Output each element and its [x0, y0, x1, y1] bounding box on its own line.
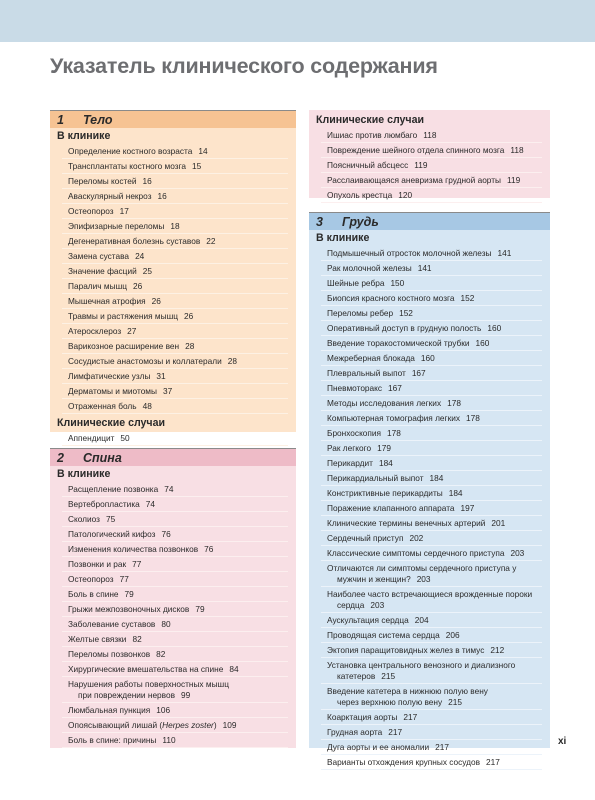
- index-entry: [321, 426, 542, 441]
- entry-page: 16: [157, 190, 167, 201]
- entry-page: 202: [409, 532, 424, 543]
- entry-text: Ишиас против люмбаго: [327, 129, 418, 140]
- index-entry: [62, 703, 288, 718]
- index-entry: [321, 471, 542, 486]
- section-title: Тело: [83, 113, 113, 127]
- entry-text: Боль в спине: причины: [68, 734, 157, 745]
- entry-page: 217: [388, 726, 403, 737]
- entry-page: 141: [497, 247, 512, 258]
- entry-page: 16: [142, 175, 152, 186]
- index-entry: [321, 684, 542, 710]
- entry-text: Методы исследования легких: [327, 397, 442, 408]
- entry-page: 203: [510, 547, 525, 558]
- entry-page: 82: [156, 648, 166, 659]
- entry-page: 160: [475, 337, 490, 348]
- index-entry: [62, 512, 288, 527]
- entry-text: Опухоль крестца: [327, 189, 393, 200]
- index-entry: [321, 710, 542, 725]
- entry-text: Переломы ребер: [327, 307, 394, 318]
- entry-text: Патологический кифоз: [68, 528, 156, 539]
- entry-text: Переломы позвонков: [68, 648, 151, 659]
- entry-text: Классические симптомы сердечного приступа: [327, 547, 505, 558]
- index-entry: [62, 159, 288, 174]
- section-title: Спина: [83, 451, 122, 465]
- entry-text: Аускультация сердца: [327, 614, 409, 625]
- subheading-clinical-cases: Клинические случаи: [316, 114, 424, 126]
- index-entry: [321, 456, 542, 471]
- entry-page: 109: [222, 719, 237, 730]
- entry-text: Компьютерная томография легких: [327, 412, 460, 423]
- entry-page: 26: [133, 280, 143, 291]
- index-entry: [321, 613, 542, 628]
- entry-continuation: [327, 600, 542, 611]
- entry-text: Опоясывающий лишай (: [68, 719, 163, 730]
- index-entry: [62, 174, 288, 189]
- index-entry: [62, 369, 288, 384]
- entry-page: 50: [120, 432, 130, 443]
- entry-text: Остеопороз: [68, 573, 114, 584]
- entry-text: Вертебропластика: [68, 498, 140, 509]
- index-entry: [62, 482, 288, 497]
- entry-text: Позвонки и рак: [68, 558, 127, 569]
- entry-text: Мышечная атрофия: [68, 295, 146, 306]
- entry-page: 84: [229, 663, 239, 674]
- section-header: [50, 448, 296, 466]
- index-entry: [62, 662, 288, 677]
- entry-page: 28: [185, 340, 195, 351]
- index-entry: [321, 725, 542, 740]
- entry-page: 206: [445, 629, 460, 640]
- entry-text: Сосудистые анастомозы и коллатерали: [68, 355, 222, 366]
- entry-text: Травмы и растяжения мышц: [68, 310, 178, 321]
- index-entry: [321, 501, 542, 516]
- index-entry: [321, 531, 542, 546]
- entry-text: Расслаивающаяся аневризма грудной аорты: [327, 174, 502, 185]
- entry-text: Биопсия красного костного мозга: [327, 292, 455, 303]
- entry-text: Поражение клапанного аппарата: [327, 502, 455, 513]
- entry-text: Дерматомы и миотомы: [68, 385, 157, 396]
- entry-text: Клинические термины венечных артерий: [327, 517, 486, 528]
- entry-page: 106: [156, 704, 171, 715]
- index-entry: [62, 718, 288, 733]
- entry-text: Дуга аорты и ее аномалии: [327, 741, 430, 752]
- entry-page: 204: [414, 614, 429, 625]
- entry-page: 120: [398, 189, 413, 200]
- entry-page: 75: [105, 513, 116, 524]
- entry-text: Коарктация аорты: [327, 711, 398, 722]
- entry-page: 215: [381, 670, 396, 681]
- entry-text: Трансплантаты костного мозга: [68, 160, 187, 171]
- index-entry: [62, 557, 288, 572]
- entry-text: Определение костного возраста: [68, 145, 193, 156]
- entry-text: Повреждение шейного отдела спинного мозга: [327, 144, 505, 155]
- index-entry: [321, 755, 542, 770]
- index-entry: [62, 189, 288, 204]
- entry-text: Расщепление позвонка: [68, 483, 159, 494]
- subheading-in-clinic: В клинике: [57, 468, 111, 480]
- entry-page: 82: [132, 633, 142, 644]
- section-body: [50, 110, 296, 443]
- index-entry: [62, 234, 288, 249]
- entry-page: 203: [416, 573, 431, 584]
- entry-page: 15: [192, 160, 202, 171]
- entry-page: 160: [420, 352, 435, 363]
- entry-text: Поясничный абсцесс: [327, 159, 409, 170]
- entry-page: 28: [227, 355, 237, 366]
- index-entry: [62, 677, 288, 703]
- entry-page: 150: [390, 277, 405, 288]
- entry-text: Желтые связки: [68, 633, 127, 644]
- index-entry: [62, 733, 288, 748]
- entry-page: 119: [414, 159, 428, 170]
- entry-text: Проводящая система сердца: [327, 629, 440, 640]
- entry-text: Введение катетера в нижнюю полую вену: [327, 685, 488, 696]
- entry-page: 24: [135, 250, 145, 261]
- entry-text: Грыжи межпозвоночных дисков: [68, 603, 190, 614]
- entry-text: Оперативный доступ в грудную полость: [327, 322, 482, 333]
- entry-text: Боль в спине: [68, 588, 119, 599]
- entry-page: 110: [162, 734, 176, 745]
- entry-text: Остеопороз: [68, 205, 114, 216]
- entry-page: 80: [161, 618, 171, 629]
- entry-list: [50, 482, 296, 748]
- entry-page: 118: [423, 129, 437, 140]
- entry-page: 18: [170, 220, 180, 231]
- index-entry: [62, 384, 288, 399]
- section-back-cases: [309, 110, 550, 198]
- index-entry: [321, 336, 542, 351]
- index-entry: [62, 431, 288, 446]
- index-entry: [62, 264, 288, 279]
- index-entry: [321, 366, 542, 381]
- entry-text: Эктопия паращитовидных желез в тимус: [327, 644, 485, 655]
- index-entry: [321, 321, 542, 336]
- section-header: [50, 110, 296, 128]
- entry-list: [50, 144, 296, 414]
- entry-page: 217: [435, 741, 449, 752]
- entry-page: 79: [195, 603, 205, 614]
- index-entry: [321, 486, 542, 501]
- page-number: xi: [558, 736, 567, 747]
- entry-list: [50, 431, 296, 446]
- section-number: 2: [57, 451, 64, 465]
- entry-continuation: [327, 671, 542, 682]
- index-entry: [62, 219, 288, 234]
- entry-text-latin: Herpes zoster: [162, 719, 214, 730]
- entry-text: Межреберная блокада: [327, 352, 415, 363]
- entry-text: Люмбальная пункция: [68, 704, 151, 715]
- entry-text: Рак легкого: [327, 442, 372, 453]
- entry-text: Аппендицит: [68, 432, 115, 443]
- entry-page: 160: [487, 322, 502, 333]
- index-entry: [321, 643, 542, 658]
- entry-text: Переломы костей: [68, 175, 137, 186]
- entry-text: Хирургические вмешательства на спине: [68, 663, 224, 674]
- entry-page: 178: [387, 427, 401, 438]
- entry-text: Пневмоторакс: [327, 382, 383, 393]
- index-entry: [321, 381, 542, 396]
- entry-page: 25: [142, 265, 152, 276]
- entry-text: Паралич мышц: [68, 280, 127, 291]
- entry-page: 26: [183, 310, 194, 321]
- index-entry: [62, 587, 288, 602]
- entry-text: Бронхоскопия: [327, 427, 382, 438]
- entry-text: Лимфатические узлы: [68, 370, 151, 381]
- index-entry: [321, 261, 542, 276]
- entry-continuation: [68, 690, 288, 701]
- entry-text: через верхнюю полую вену: [337, 696, 443, 707]
- entry-text: Констриктивные перикардиты: [327, 487, 443, 498]
- index-entry: [62, 249, 288, 264]
- entry-text: мужчин и женщин?: [337, 573, 411, 584]
- entry-text: Шейные ребра: [327, 277, 385, 288]
- entry-text: Эпифизарные переломы: [68, 220, 165, 231]
- entry-continuation: [327, 574, 542, 585]
- index-entry: [62, 632, 288, 647]
- entry-page: 179: [377, 442, 391, 453]
- entry-page: 141: [417, 262, 432, 273]
- section-back: [50, 448, 296, 748]
- index-entry: [321, 658, 542, 684]
- entry-page: 99: [181, 689, 191, 700]
- section-title: Грудь: [342, 215, 379, 229]
- entry-text: Наиболее часто встречающиеся врожденные пороки: [327, 588, 533, 599]
- index-entry: [62, 339, 288, 354]
- index-entry: [321, 441, 542, 456]
- index-entry: [321, 128, 542, 143]
- entry-page: 48: [142, 400, 152, 411]
- entry-page: 26: [151, 295, 161, 306]
- index-entry: [321, 396, 542, 411]
- entry-page: 77: [119, 573, 129, 584]
- entry-page: 37: [162, 385, 173, 396]
- entry-text: Плевральный выпот: [327, 367, 406, 378]
- entry-page: 167: [388, 382, 402, 393]
- index-entry: [321, 740, 542, 755]
- entry-page: 31: [156, 370, 166, 381]
- entry-text: катетеров: [337, 670, 376, 681]
- entry-page: 184: [448, 487, 463, 498]
- entry-page: 167: [411, 367, 426, 378]
- index-entry: [62, 204, 288, 219]
- section-header: [309, 212, 550, 230]
- entry-text: Значение фасций: [68, 265, 137, 276]
- entry-page: 217: [486, 756, 500, 767]
- entry-text: Сердечный приступ: [327, 532, 404, 543]
- entry-page: 119: [507, 174, 521, 185]
- index-entry: [321, 561, 542, 587]
- index-entry: [62, 279, 288, 294]
- entry-page: 118: [510, 144, 524, 155]
- entry-page: 77: [132, 558, 142, 569]
- entry-page: 152: [460, 292, 475, 303]
- entry-text: Грудная аорта: [327, 726, 383, 737]
- entry-list: [309, 128, 550, 203]
- entry-page: 212: [490, 644, 505, 655]
- entry-text: Подмышечный отросток молочной железы: [327, 247, 492, 258]
- entry-page: 74: [145, 498, 155, 509]
- index-entry: [62, 354, 288, 369]
- index-entry: [62, 617, 288, 632]
- entry-page: 217: [403, 711, 418, 722]
- entry-text: Перикардиальный выпот: [327, 472, 424, 483]
- index-entry: [321, 351, 542, 366]
- entry-continuation: [327, 697, 542, 708]
- index-entry: [321, 158, 542, 173]
- index-entry: [62, 572, 288, 587]
- section-thorax: [309, 212, 550, 767]
- index-entry: [62, 324, 288, 339]
- index-entry: [321, 411, 542, 426]
- entry-text: Аваскулярный некроз: [68, 190, 152, 201]
- entry-page: 22: [206, 235, 216, 246]
- entry-page: 178: [466, 412, 480, 423]
- entry-text: ): [213, 719, 217, 730]
- entry-text: Перикардит: [327, 457, 373, 468]
- entry-text: Изменения количества позвонков: [68, 543, 199, 554]
- entry-text: Нарушения работы поверхностных мышц: [68, 678, 229, 689]
- page-title: Указатель клинического содержания: [50, 54, 438, 78]
- entry-text: Заболевание суставов: [68, 618, 156, 629]
- index-entry: [321, 516, 542, 531]
- index-entry: [321, 188, 542, 203]
- index-entry: [321, 173, 542, 188]
- entry-page: 76: [204, 543, 214, 554]
- entry-page: 79: [124, 588, 134, 599]
- entry-text: сердца: [337, 599, 365, 610]
- index-entry: [62, 527, 288, 542]
- entry-page: 152: [399, 307, 413, 318]
- subheading-in-clinic: В клинике: [57, 130, 111, 142]
- entry-page: 215: [448, 696, 462, 707]
- entry-text: Сколиоз: [68, 513, 100, 524]
- entry-text: Введение торакостомической трубки: [327, 337, 470, 348]
- index-entry: [62, 497, 288, 512]
- index-entry: [62, 399, 288, 414]
- index-entry: [321, 546, 542, 561]
- index-entry: [321, 276, 542, 291]
- entry-page: 14: [198, 145, 208, 156]
- entry-text: Варикозное расширение вен: [68, 340, 180, 351]
- entry-page: 74: [164, 483, 174, 494]
- entry-text: Рак молочной железы: [327, 262, 412, 273]
- index-entry: [62, 144, 288, 159]
- index-entry: [321, 291, 542, 306]
- index-entry: [321, 143, 542, 158]
- entry-text: Варианты отхождения крупных сосудов: [327, 756, 481, 767]
- section-number: 1: [57, 113, 64, 127]
- entry-page: 184: [429, 472, 444, 483]
- index-entry: [321, 246, 542, 261]
- index-entry: [321, 306, 542, 321]
- entry-page: 17: [119, 205, 129, 216]
- section-number: 3: [316, 215, 323, 229]
- entry-page: 184: [378, 457, 393, 468]
- header-band: [0, 0, 595, 42]
- entry-text: Установка центрального венозного и диализного: [327, 659, 516, 670]
- index-entry: [62, 647, 288, 662]
- index-entry: [321, 587, 542, 613]
- subheading-clinical-cases: Клинические случаи: [57, 417, 165, 429]
- entry-text: Отличаются ли симптомы сердечного приступа у: [327, 562, 517, 573]
- entry-text: Отраженная боль: [68, 400, 137, 411]
- entry-page: 203: [370, 599, 385, 610]
- entry-page: 178: [447, 397, 461, 408]
- index-entry: [321, 628, 542, 643]
- subheading-in-clinic: В клинике: [316, 232, 370, 244]
- index-entry: [62, 602, 288, 617]
- entry-list: [309, 246, 550, 770]
- index-entry: [62, 309, 288, 324]
- entry-text: Атеросклероз: [68, 325, 122, 336]
- entry-page: 197: [460, 502, 475, 513]
- entry-text: при повреждении нервов: [78, 689, 176, 700]
- index-entry: [62, 542, 288, 557]
- entry-text: Дегенеративная болезнь суставов: [68, 235, 201, 246]
- entry-text: Замена сустава: [68, 250, 130, 261]
- index-entry: [62, 294, 288, 309]
- entry-page: 201: [491, 517, 506, 528]
- entry-page: 27: [127, 325, 137, 336]
- entry-page: 76: [161, 528, 171, 539]
